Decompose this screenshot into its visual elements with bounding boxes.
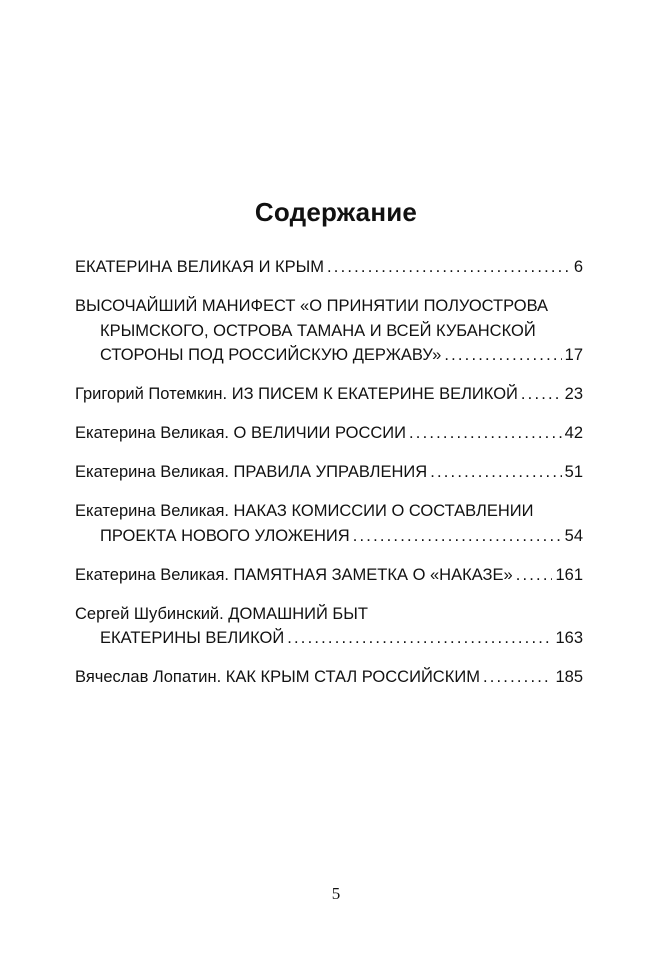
table-of-contents <box>75 255 583 704</box>
dot-leader <box>287 626 552 651</box>
toc-page-number: 23 <box>564 385 583 403</box>
toc-page-number: 161 <box>555 565 583 584</box>
toc-entry-title-continued: СТОРОНЫ ПОД РОССИЙСКУЮ ДЕРЖАВУ» <box>100 346 442 364</box>
toc-page-number: 6 <box>573 258 583 276</box>
toc-entry-line <box>75 319 583 344</box>
toc-entry <box>75 563 583 588</box>
toc-entry-title-continued: ПРОЕКТА НОВОГО УЛОЖЕНИЯ <box>100 526 350 545</box>
toc-entry-line <box>75 602 583 627</box>
toc-entry-last-line <box>75 524 583 549</box>
dot-leader <box>409 421 562 446</box>
toc-entry <box>75 460 583 485</box>
toc-entry-line <box>75 294 583 319</box>
toc-entry-title: Екатерина Великая. ПАМЯТНАЯ ЗАМЕТКА О «НАКАЗЕ» <box>75 565 513 584</box>
toc-entry-last-line <box>75 421 583 446</box>
toc-entry <box>75 294 583 368</box>
toc-entry-last-line <box>75 563 583 588</box>
toc-entry <box>75 382 583 407</box>
toc-entry-title-continued: КРЫМСКОГО, ОСТРОВА ТАМАНА И ВСЕЙ КУБАНСКОЙ <box>100 321 536 340</box>
toc-entry <box>75 255 583 280</box>
toc-entry-line <box>75 499 583 524</box>
dot-leader <box>327 255 571 280</box>
toc-entry-title: ВЫСОЧАЙШИЙ МАНИФЕСТ «О ПРИНЯТИИ ПОЛУОСТРОВА <box>75 297 549 315</box>
toc-entry-last-line <box>75 460 583 485</box>
toc-entry-title: Екатерина Великая. О ВЕЛИЧИИ РОССИИ <box>75 424 406 442</box>
toc-entry-title: Григорий Потемкин. ИЗ ПИСЕМ К ЕКАТЕРИНЕ ВЕЛИКОЙ <box>75 385 518 403</box>
toc-page-number: 54 <box>564 526 583 545</box>
toc-entry-title: Екатерина Великая. ПРАВИЛА УПРАВЛЕНИЯ <box>75 463 428 481</box>
dot-leader <box>516 563 553 588</box>
toc-entry <box>75 421 583 446</box>
toc-page-number: 51 <box>564 463 583 481</box>
toc-page-number: 17 <box>564 346 583 364</box>
page-title: Содержание <box>254 197 418 227</box>
page-number: 5 <box>331 884 341 903</box>
toc-page-number: 42 <box>564 424 583 442</box>
toc-page-number: 163 <box>555 629 583 647</box>
toc-entry-title: Сергей Шубинский. ДОМАШНИЙ БЫТ <box>75 604 368 623</box>
toc-page-number: 185 <box>555 668 583 686</box>
toc-entry <box>75 499 583 548</box>
dot-leader <box>353 524 562 549</box>
toc-entry-title: ЕКАТЕРИНА ВЕЛИКАЯ И КРЫМ <box>75 258 325 276</box>
toc-entry-title: Екатерина Великая. НАКАЗ КОМИССИИ О СОСТАВЛЕНИИ <box>75 502 534 520</box>
toc-entry-last-line <box>75 255 583 280</box>
dot-leader <box>444 343 561 368</box>
toc-entry-last-line <box>75 665 583 690</box>
toc-entry-last-line <box>75 626 583 651</box>
toc-entry <box>75 602 583 651</box>
toc-entry-title: Вячеслав Лопатин. КАК КРЫМ СТАЛ РОССИЙСКИМ <box>75 668 480 686</box>
dot-leader <box>521 382 562 407</box>
toc-entry-last-line <box>75 382 583 407</box>
dot-leader <box>430 460 561 485</box>
dot-leader <box>483 665 553 690</box>
toc-entry-last-line <box>75 343 583 368</box>
toc-entry <box>75 665 583 690</box>
toc-entry-title-continued: ЕКАТЕРИНЫ ВЕЛИКОЙ <box>100 629 285 647</box>
